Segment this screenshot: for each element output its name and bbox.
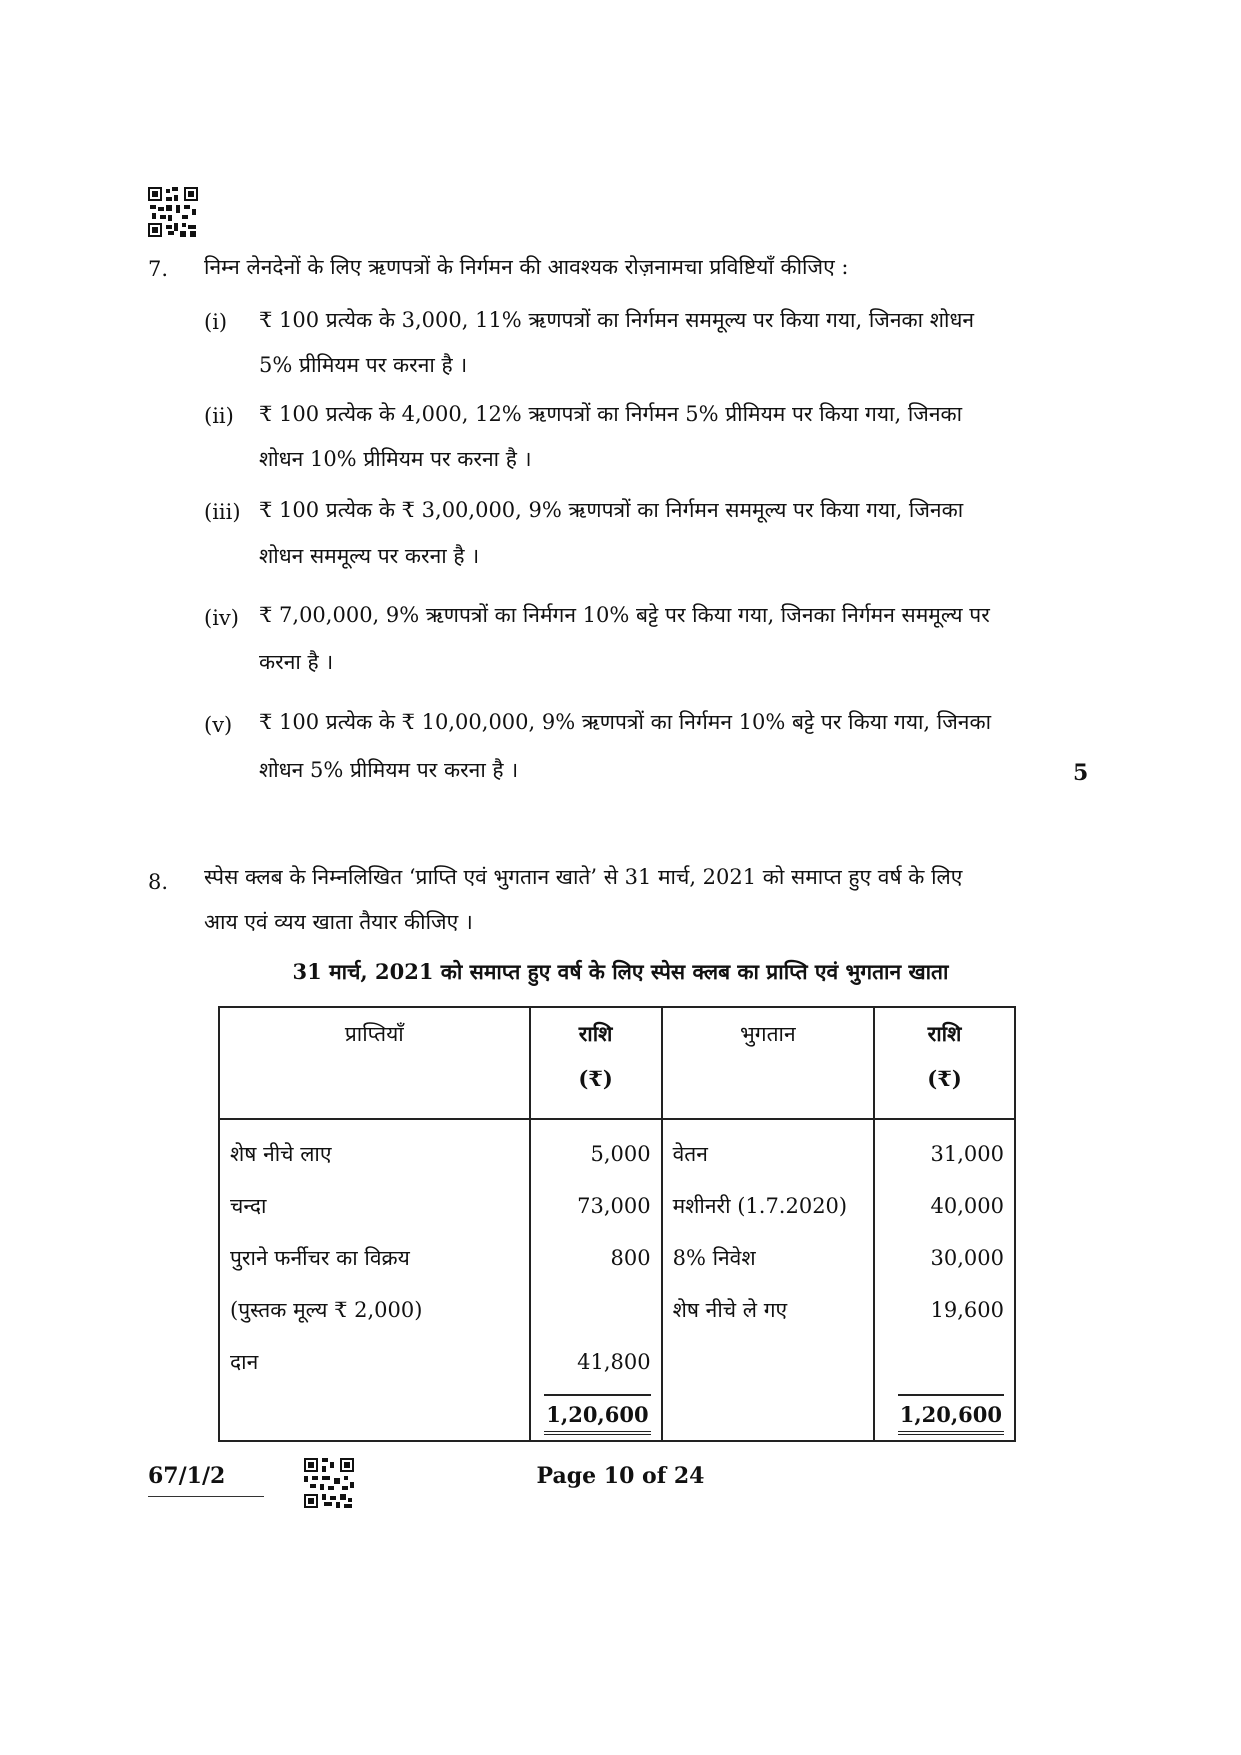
qr-code-top	[148, 187, 198, 237]
payments-total: 1,20,600	[898, 1394, 1004, 1435]
table-total-row	[219, 1388, 1015, 1441]
payment-cell: मशीनरी (1.7.2020)	[662, 1180, 874, 1232]
payment-cell: शेष नीचे ले गए	[662, 1284, 874, 1336]
receipt-cell: शेष नीचे लाए	[219, 1119, 530, 1180]
q7-part-line: ₹ 100 प्रत्येक के ₹ 10,00,000, 9% ऋणपत्रों का निर्गमन 10% बट्टे पर किया गया, जिनका	[259, 710, 992, 734]
receipt-amount-cell: 5,000	[530, 1119, 662, 1180]
q7-part-label: (ii)	[204, 404, 234, 428]
table-row	[219, 1119, 1015, 1180]
payments-total-cell	[874, 1388, 1015, 1441]
question-7-instruction: निम्न लेनदेनों के लिए ऋणपत्रों के निर्गमन की आवश्यक रोज़नामचा प्रविष्टियाँ कीजिए :	[204, 255, 849, 279]
q7-part-line: शोधन 10% प्रीमियम पर करना है ।	[259, 447, 532, 471]
empty-cell	[219, 1388, 530, 1441]
payment-amount-cell: 40,000	[874, 1180, 1015, 1232]
empty-cell	[662, 1388, 874, 1441]
receipt-amount-cell: 73,000	[530, 1180, 662, 1232]
amount-label: राशि	[578, 1021, 613, 1046]
amount-label: राशि	[927, 1021, 962, 1046]
q7-part-line: 5% प्रीमियम पर करना है ।	[259, 353, 468, 377]
q7-part-line: ₹ 7,00,000, 9% ऋणपत्रों का निर्मगन 10% बट्टे पर किया गया, जिनका निर्गमन सममूल्य पर	[259, 603, 990, 627]
page-number: Page 10 of 24	[536, 1463, 705, 1489]
payment-amount-cell	[874, 1336, 1015, 1388]
question-8-line: स्पेस क्लब के निम्नलिखित ‘प्राप्ति एवं भुगतान खाते’ से 31 मार्च, 2021 को समाप्त हुए वर्ष के लिए	[204, 865, 963, 889]
payment-cell: 8% निवेश	[662, 1232, 874, 1284]
q7-part-line: ₹ 100 प्रत्येक के 4,000, 12% ऋणपत्रों का निर्गमन 5% प्रीमियम पर किया गया, जिनका	[259, 402, 963, 426]
receipts-header	[219, 1007, 530, 1119]
receipt-amount-header	[530, 1007, 662, 1119]
payments-header	[662, 1007, 874, 1119]
question-7-number: 7.	[148, 257, 169, 281]
receipt-cell: पुराने फर्नीचर का विक्रय	[219, 1232, 530, 1284]
q7-part-label: (v)	[204, 713, 233, 737]
payment-cell: वेतन	[662, 1119, 874, 1180]
table-row	[219, 1180, 1015, 1232]
payments-header-label: भुगतान	[739, 1022, 796, 1046]
receipt-cell: चन्दा	[219, 1180, 530, 1232]
receipt-amount-cell: 800	[530, 1232, 662, 1284]
receipts-payments-table	[218, 1006, 1016, 1442]
q7-part-line: शोधन 5% प्रीमियम पर करना है ।	[259, 758, 519, 782]
table-header-row	[219, 1007, 1015, 1119]
table-row	[219, 1232, 1015, 1284]
footer-divider	[148, 1496, 264, 1497]
receipt-amount-cell	[530, 1284, 662, 1336]
receipt-cell: (पुस्तक मूल्य ₹ 2,000)	[219, 1284, 530, 1336]
q7-part-line: शोधन सममूल्य पर करना है ।	[259, 544, 480, 568]
q7-part-line: ₹ 100 प्रत्येक के ₹ 3,00,000, 9% ऋणपत्रों का निर्गमन सममूल्य पर किया गया, जिनका	[259, 498, 964, 522]
currency-label: (₹)	[578, 1066, 613, 1091]
receipts-header-label: प्राप्तियाँ	[344, 1022, 404, 1046]
payment-amount-header	[874, 1007, 1015, 1119]
payment-amount-cell: 31,000	[874, 1119, 1015, 1180]
q7-part-label: (iii)	[204, 500, 241, 524]
payment-amount-cell: 30,000	[874, 1232, 1015, 1284]
receipt-amount-cell: 41,800	[530, 1336, 662, 1388]
table-title: 31 मार्च, 2021 को समाप्त हुए वर्ष के लिए स्पेस क्लब का प्राप्ति एवं भुगतान खाता	[292, 959, 949, 984]
q7-part-line: करना है ।	[259, 650, 334, 674]
paper-code: 67/1/2	[148, 1463, 226, 1489]
receipts-total-cell	[530, 1388, 662, 1441]
receipts-total: 1,20,600	[544, 1394, 650, 1435]
table-row	[219, 1284, 1015, 1336]
payment-amount-cell: 19,600	[874, 1284, 1015, 1336]
currency-label: (₹)	[927, 1066, 962, 1091]
question-8-line: आय एवं व्यय खाता तैयार कीजिए ।	[204, 910, 473, 934]
q7-part-line: ₹ 100 प्रत्येक के 3,000, 11% ऋणपत्रों का निर्गमन सममूल्य पर किया गया, जिनका शोधन	[259, 308, 975, 332]
payment-cell	[662, 1336, 874, 1388]
q7-part-label: (iv)	[204, 606, 239, 630]
q7-part-label: (i)	[204, 310, 228, 334]
receipt-cell: दान	[219, 1336, 530, 1388]
question-8-number: 8.	[148, 870, 169, 894]
q7-marks: 5	[1073, 760, 1089, 786]
table-row	[219, 1336, 1015, 1388]
